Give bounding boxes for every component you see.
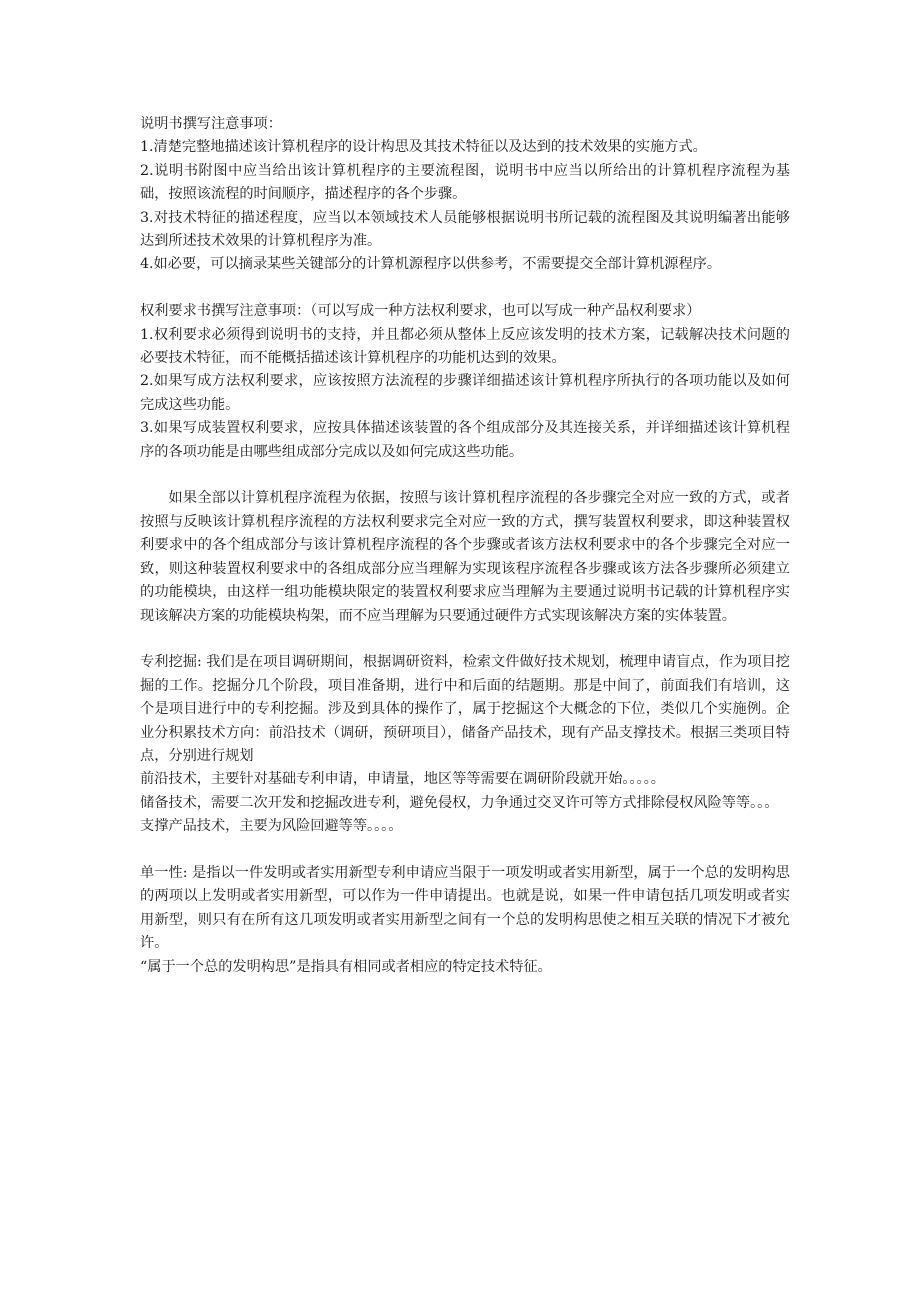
claims-notes-heading: 权利要求书撰写注意事项：（可以写成一种方法权利要求，也可以写成一种产品权利要求） (140, 303, 701, 320)
patent-mining-paragraph: 专利挖掘: 我们是在项目调研期间，根据调研资料，检索文件做好技术规划，梳理申请盲点，作为项目挖掘的工作。挖掘分几个阶段，项目准备期，进行中和后面的结题期。那是中间了，前面我们有培训，这个是项目进行中的专利挖掘。涉及到具体的操作了，属于挖掘这个大概念的下位，类似几个实施例。企业分积累技术方向：前沿技术（调研，预研项目），储备产品技术，现有产品支撑技术。根据三类项目特点，分别进行规划 (140, 654, 790, 764)
manual-note-item: 4.如必要，可以摘录某些关键部分的计算机源程序以供参考，不需要提交全部计算机源程序。 (140, 256, 722, 273)
patent-mining-section (140, 651, 790, 838)
device-claim-paragraph: 如果全部以计算机程序流程为依据，按照与该计算机程序流程的各步骤完全对应一致的方式，或者按照与反映该计算机程序流程的方法权利要求完全对应一致的方式，撰写装置权利要求，即这种装置权利要求中的各个组成部分与该计算机程序流程的各个步骤或者该方法权利要求中的各个步骤完全对应一致，则这种装置权利要求中的各组成部分应当理解为实现该程序流程各步骤或该方法各步骤所必须建立的功能模块，由这样一组功能模块限定的装置权利要求应当理解为主要通过说明书记载的计算机程序实现该解决方案的功能模块构架，而不应当理解为只要通过硬件方式实现该解决方案的实体装置。 (140, 490, 790, 624)
claims-note-item: 1.权利要求必须得到说明书的支持，并且都必须从整体上反应该发明的技术方案，记载解决技术问题的 必要技术特征，而不能概括描述该计算机程序的功能机达到的效果。 (140, 326, 790, 367)
unity-note: “属于一个总的发明构思”是指具有相同或者相应的特定技术特征。 (140, 958, 552, 975)
claims-note-item: 3.如果写成装置权利要求，应按具体描述该装置的各个组成部分及其连接关系，并详细描述该计算机程序的各项功能是由哪些组成部分完成以及如何完成这些功能。 (140, 420, 790, 460)
manual-notes-section (140, 113, 790, 277)
document-body (140, 113, 790, 1002)
patent-mining-line: 支撑产品技术，主要为风险回避等等。。。。 (140, 818, 403, 835)
patent-mining-line: 储备技术，需要二次开发和挖掘改进专利，避免侵权，力争通过交叉许可等方式排除侵权风险等等。。。 (140, 794, 779, 811)
unity-paragraph: 单一性: 是指以一件发明或者实用新型专利申请应当限于一项发明或者实用新型，属于一个总的发明构思的两项以上发明或者实用新型，可以作为一件申请提出。也就是说，如果一件申请包括几项发明或者实用新型，则只有在所有这几项发明或者实用新型之间有一个总的发明构思使之相互关联的情况下才被允许。 (140, 864, 790, 952)
manual-notes-heading: 说明书撰写注意事项： (140, 116, 282, 132)
manual-note-item: 3.对技术特征的描述程度，应当以本领域技术人员能够根据说明书所记载的流程图及其说明编著出能够达到所述技术效果的计算机程序为准。 (140, 209, 790, 250)
claims-notes-section (140, 300, 790, 464)
device-claim-section (140, 487, 790, 627)
claims-note-item: 2.如果写成方法权利要求，应该按照方法流程的步骤详细描述该计算机程序所执行的各项功能以及如何完成这些功能。 (140, 373, 790, 413)
patent-mining-line: 前沿技术，主要针对基础专利申请，申请量，地区等等需要在调研阶段就开始。。。。。 (140, 771, 665, 788)
manual-note-item: 2.说明书附图中应当给出该计算机程序的主要流程图，说明书中应当以所给出的计算机程序流程为基础，按照该流程的时间顺序，描述程序的各个步骤。 (140, 162, 790, 203)
unity-section (140, 862, 790, 979)
manual-note-item: 1.清楚完整地描述该计算机程序的设计构思及其技术特征以及达到的技术效果的实施方式。 (140, 139, 707, 156)
